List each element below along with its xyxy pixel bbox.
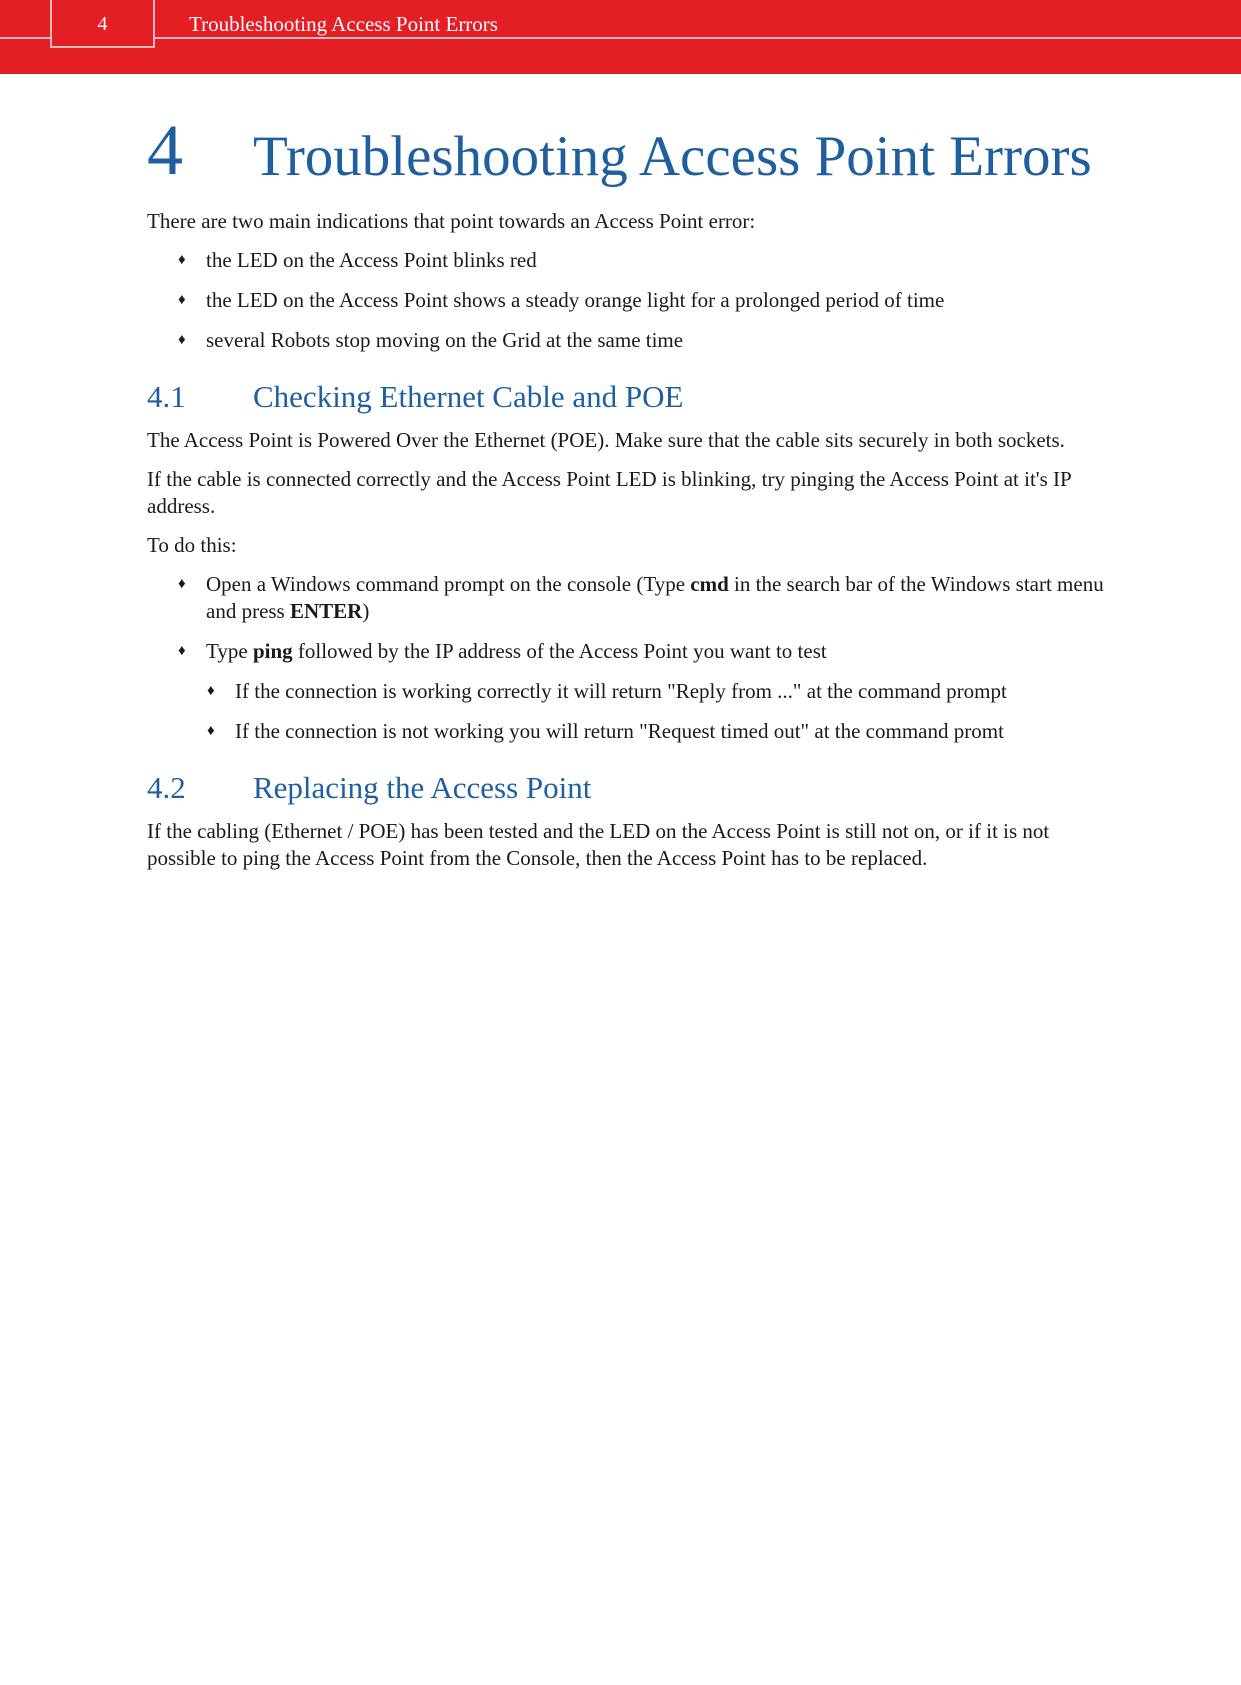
section-title: Replacing the Access Point bbox=[253, 770, 592, 805]
paragraph-to-do: To do this: bbox=[147, 533, 237, 557]
list-item: ♦ If the connection is not working you will return "Request timed out" at the command promt bbox=[207, 719, 1004, 743]
result-list bbox=[147, 678, 1107, 745]
ping-keyword: ping bbox=[252, 639, 293, 663]
list-item: ♦ the LED on the Access Point blinks red bbox=[178, 248, 537, 272]
page-number: 4 bbox=[50, 0, 155, 48]
chapter-title: Troubleshooting Access Point Errors bbox=[253, 125, 1092, 188]
header-divider bbox=[0, 37, 1241, 39]
section-title: Checking Ethernet Cable and POE bbox=[253, 379, 684, 414]
list-item: ♦ several Robots stop moving on the Grid at the same time bbox=[178, 328, 684, 352]
list-item: ♦ Open a Windows command prompt on the console (Type cmd in the search bar of the Windows start menu and press ENTER) bbox=[178, 572, 1104, 623]
diamond-bullet-icon: ♦ bbox=[178, 643, 186, 659]
indication-list bbox=[147, 247, 1107, 354]
paragraph-poe: The Access Point is Powered Over the Ethernet (POE). Make sure that the cable sits securely in both sockets. bbox=[147, 428, 1065, 452]
diamond-bullet-icon: ♦ bbox=[207, 723, 215, 739]
diamond-bullet-icon: ♦ bbox=[178, 332, 186, 348]
running-title: Troubleshooting Access Point Errors bbox=[189, 12, 498, 36]
command-keyword: cmd bbox=[690, 572, 729, 596]
chapter-number: 4 bbox=[147, 110, 183, 190]
section-heading-4-1 bbox=[147, 377, 1107, 417]
diamond-bullet-icon: ♦ bbox=[178, 252, 186, 268]
list-item: ♦ the LED on the Access Point shows a steady orange light for a prolonged period of time bbox=[178, 288, 945, 312]
steps-list bbox=[147, 571, 1107, 665]
section-number: 4.1 bbox=[147, 379, 186, 414]
diamond-bullet-icon: ♦ bbox=[207, 683, 215, 699]
diamond-bullet-icon: ♦ bbox=[178, 292, 186, 308]
paragraph-replace: If the cabling (Ethernet / POE) has been tested and the LED on the Access Point is still not on, or if it is not possible to ping the Access Point from the Console, then the Access Point has to be replaced. bbox=[147, 819, 1050, 870]
chapter-intro: There are two main indications that point towards an Access Point error: bbox=[147, 209, 756, 233]
list-item: ♦ Type ping followed by the IP address of the Access Point you want to test bbox=[178, 639, 827, 663]
section-heading-4-2 bbox=[147, 768, 1107, 808]
page-content bbox=[147, 110, 1107, 884]
paragraph-ping: If the cable is connected correctly and the Access Point LED is blinking, try pinging the Access Point at it's IP address. bbox=[147, 467, 1071, 518]
list-item: ♦ If the connection is working correctly it will return "Reply from ..." at the command prompt bbox=[207, 679, 1007, 703]
enter-key: ENTER bbox=[289, 599, 363, 623]
diamond-bullet-icon: ♦ bbox=[178, 576, 186, 592]
section-number: 4.2 bbox=[147, 770, 186, 805]
chapter-heading bbox=[147, 110, 1107, 208]
